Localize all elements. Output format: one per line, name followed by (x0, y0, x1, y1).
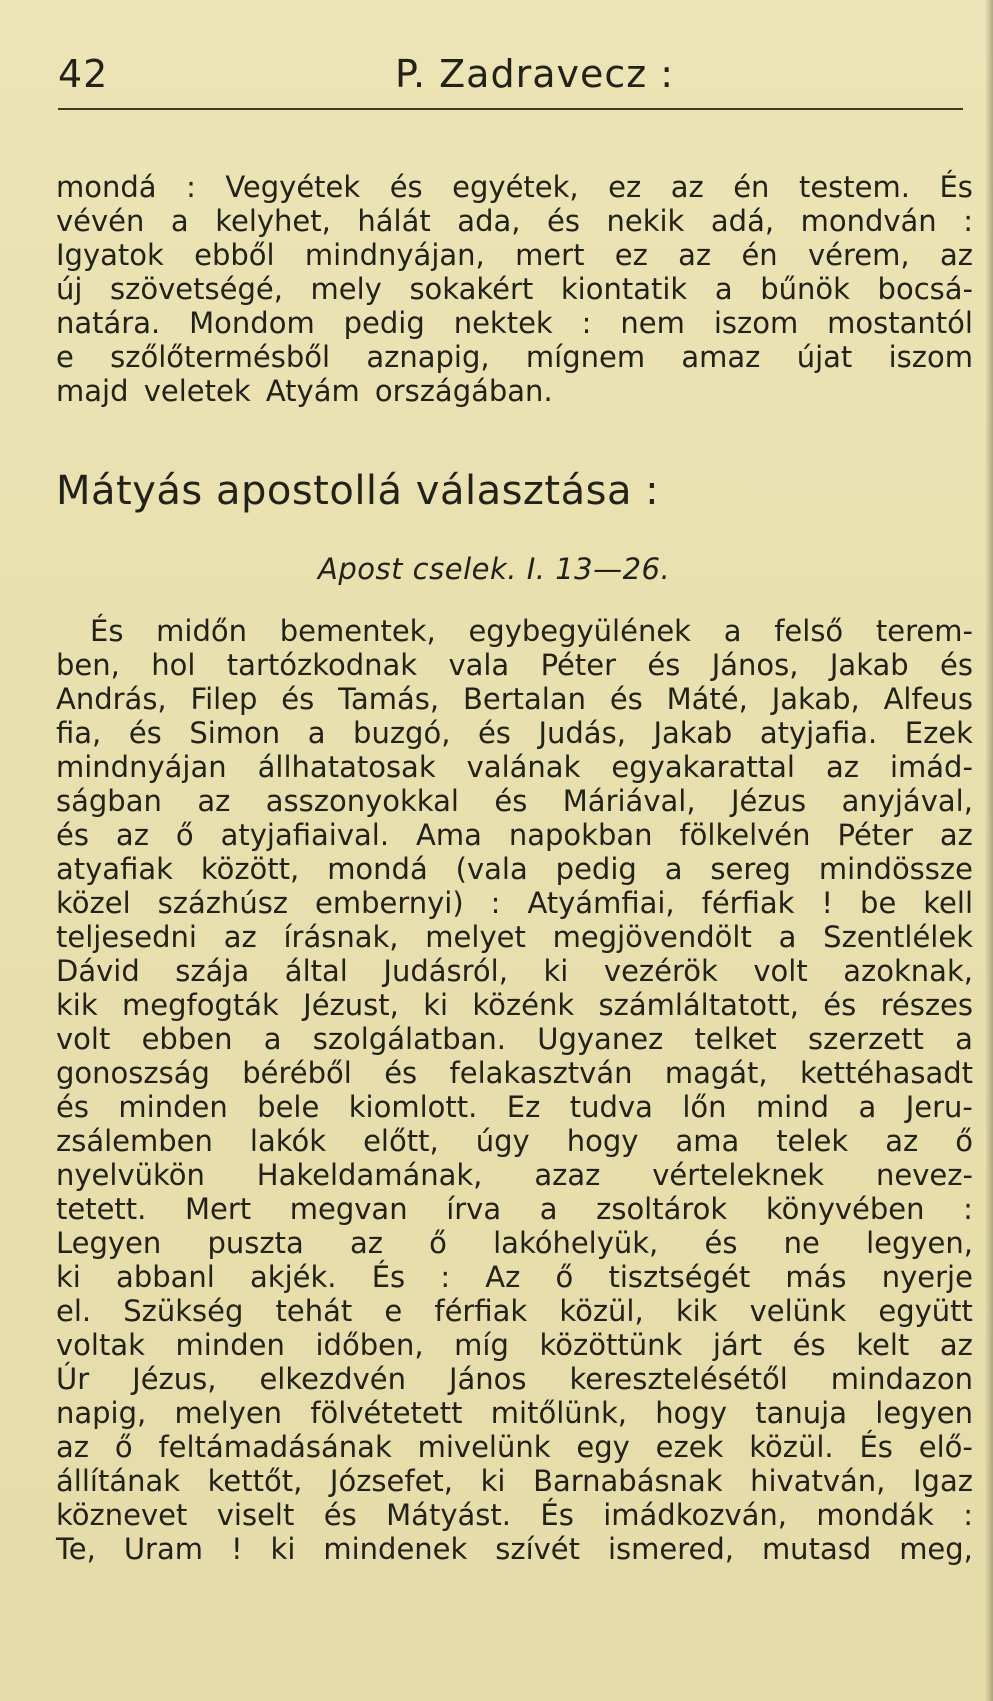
text-line: atyafiak között, mondá (vala pedig a sereg mindössze (56, 852, 973, 886)
text-line: Legyen puszta az ő lakóhelyük, és ne legyen, (56, 1226, 973, 1260)
text-line: köznevet viselt és Mátyást. És imádkozván, mondák : (56, 1498, 973, 1532)
text-line: állítának kettőt, Józsefet, ki Barnabásnak hivatván, Igaz (56, 1464, 973, 1498)
text-line: natára. Mondom pedig nektek : nem iszom mostantól (56, 306, 973, 340)
page-header (58, 46, 938, 96)
text-line: És midőn bementek, egybegyülének a felső terem- (90, 614, 973, 648)
text-line: és minden bele kiomlott. Ez tudva lőn mind a Jeru- (56, 1090, 973, 1124)
text-line: Úr Jézus, elkezdvén János keresztelésétől mindazon (56, 1362, 973, 1396)
passage-eucharist (56, 170, 973, 408)
text-line: kik megfogták Jézust, ki közénk számláltatott, és részes (56, 988, 973, 1022)
text-line: Te, Uram ! ki mindenek szívét ismered, mutasd meg, (56, 1532, 973, 1566)
text-line: Dávid szája által Judásról, ki vezérök volt azoknak, (56, 954, 973, 988)
text-line: napig, melyen fölvétetett mitőlünk, hogy tanuja legyen (56, 1396, 973, 1430)
passage-matthias (56, 614, 973, 1566)
header-rule (58, 108, 963, 110)
text-line: az ő feltámadásának mivelünk egy ezek közül. És elő- (56, 1430, 973, 1464)
text-line: zsálemben lakók előtt, úgy hogy ama telek az ő (56, 1124, 973, 1158)
text-line: el. Szükség tehát e férfiak közül, kik velünk együtt (56, 1294, 973, 1328)
text-line: tetett. Mert megvan írva a zsoltárok könyvében : (56, 1192, 973, 1226)
text-line: közel százhúsz embernyi) : Atyámfiai, férfiak ! be kell (56, 886, 973, 920)
scripture-citation: Apost cselek. I. 13—26. (318, 552, 671, 586)
text-line: új szövetségé, mely sokakért kiontatik a bűnök bocsá- (56, 272, 973, 306)
running-head: P. Zadravecz : (395, 52, 675, 96)
text-line: e szőlőtermésből aznapig, mígnem amaz újat iszom (56, 340, 973, 374)
text-line: volt ebben a szolgálatban. Ugyanez telket szerzett a (56, 1022, 973, 1056)
text-line: ságban az asszonyokkal és Máriával, Jézus anyjával, (56, 784, 973, 818)
text-line: ki abbanl akjék. És : Az ő tisztségét más nyerje (56, 1260, 973, 1294)
text-line: mindnyájan állhatatosak valának egyakarattal az imád- (56, 750, 973, 784)
page-edge-shadow (985, 0, 993, 1701)
text-line: nyelvükön Hakeldamának, azaz vérteleknek nevez- (56, 1158, 973, 1192)
text-line: vévén a kelyhet, hálát ada, és nekik adá, mondván : (56, 204, 973, 238)
text-line: fia, és Simon a buzgó, és Judás, Jakab atyjafia. Ezek (56, 716, 973, 750)
text-line: gonoszság béréből és felakasztván magát, kettéhasadt (56, 1056, 973, 1090)
text-line: és az ő atyjafiaival. Ama napokban fölkelvén Péter az (56, 818, 973, 852)
text-line: ben, hol tartózkodnak vala Péter és János, Jakab és (56, 648, 973, 682)
text-line: András, Filep és Tamás, Bertalan és Máté, Jakab, Alfeus (56, 682, 973, 716)
text-line: Igyatok ebből mindnyájan, mert ez az én vérem, az (56, 238, 973, 272)
text-line: mondá : Vegyétek és egyétek, ez az én testem. És (56, 170, 973, 204)
text-line: majd veletek Atyám országában. (56, 374, 553, 408)
text-line: teljesedni az írásnak, melyet megjövendölt a Szentlélek (56, 920, 973, 954)
section-heading: Mátyás apostollá választása : (56, 468, 660, 514)
text-line: voltak minden időben, míg közöttünk járt és kelt az (56, 1328, 973, 1362)
page-number: 42 (58, 52, 109, 96)
